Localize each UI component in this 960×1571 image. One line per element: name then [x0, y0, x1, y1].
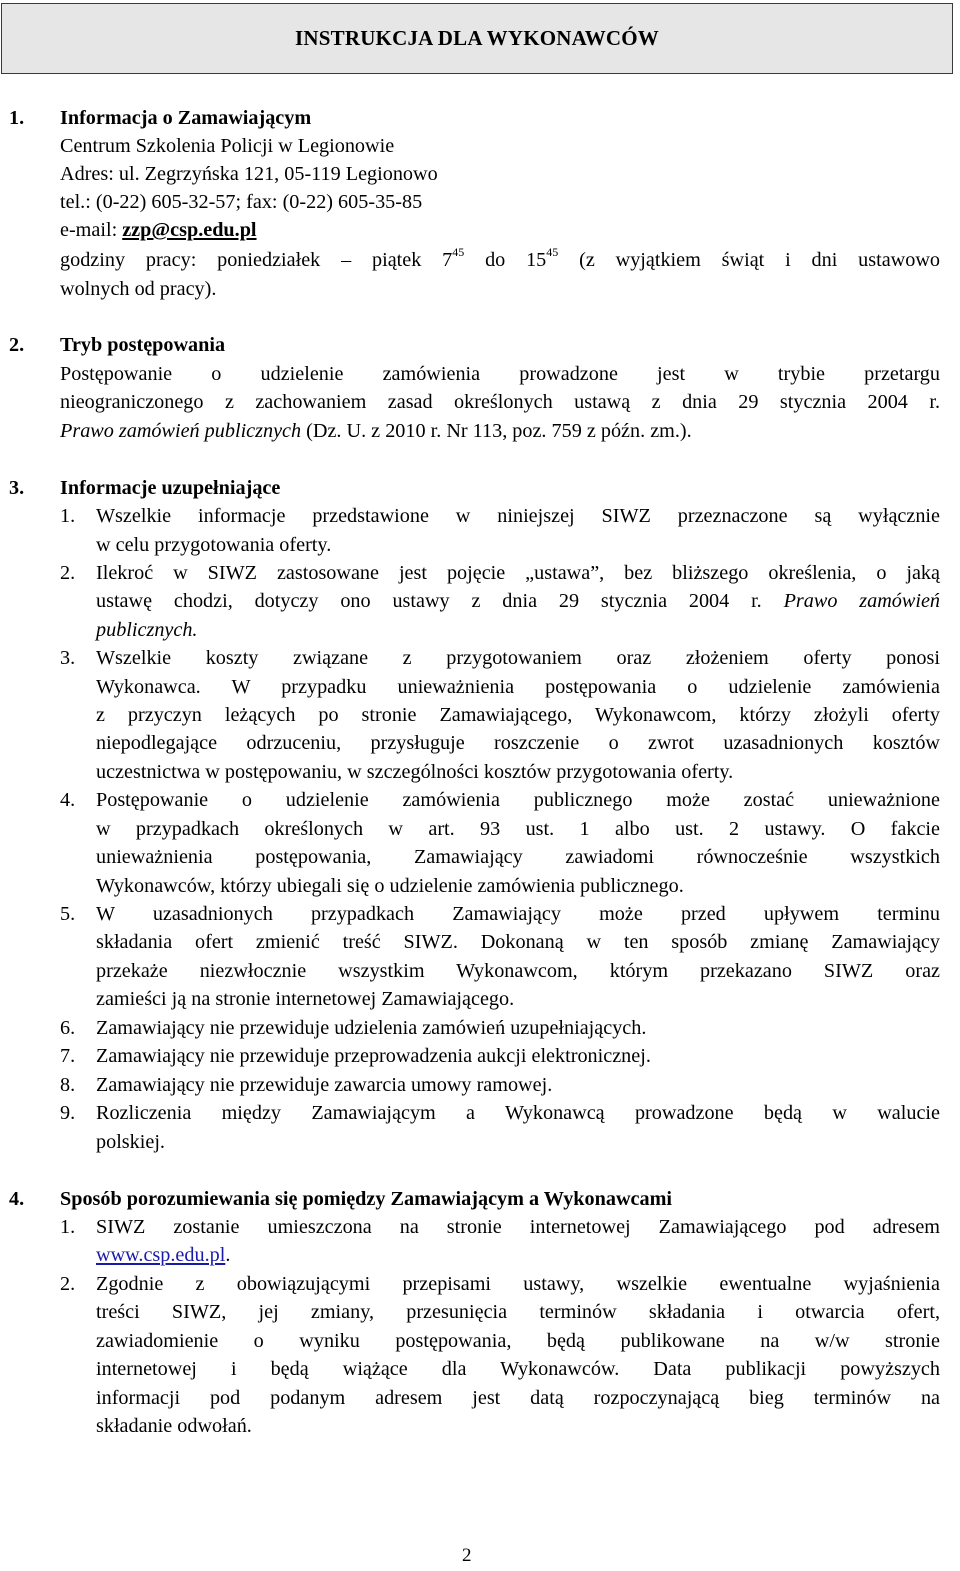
item-number: 6.	[60, 1017, 76, 1039]
item-number: 2.	[60, 562, 76, 584]
item-number: 4.	[60, 789, 76, 811]
section-3-number: 3.	[9, 477, 25, 499]
section-1-heading: Informacja o Zamawiającym	[60, 107, 312, 129]
list-item: z przyczyn leżących po stronie Zamawiającego, Wykonawcom, którzy złożyli oferty	[96, 704, 940, 726]
list-item: uczestnictwa w postępowaniu, w szczególności kosztów przygotowania oferty.	[96, 761, 734, 783]
item-number: 1.	[60, 1216, 76, 1238]
email-link[interactable]: zzp@csp.edu.pl	[122, 219, 257, 241]
item-number: 1.	[60, 505, 76, 527]
working-hours	[60, 245, 941, 272]
list-item: unieważnienia postępowania, Zamawiający zawiadomi równocześnie wszystkich	[96, 846, 940, 868]
website-line	[96, 1243, 230, 1267]
list-item: Zamawiający nie przewiduje udzielenia zamówień uzupełniających.	[96, 1017, 647, 1039]
working-hours-end: wolnych od pracy).	[60, 278, 217, 300]
list-item: Postępowanie o udzielenie zamówienia publicznego może zostać unieważnione	[96, 789, 940, 811]
org-address: Adres: ul. Zegrzyńska 121, 05-119 Legionowo	[60, 163, 438, 185]
item-number: 9.	[60, 1102, 76, 1124]
law-title: Prawo zamówień publicznych	[60, 420, 302, 442]
list-item: Zamawiający nie przewiduje przeprowadzenia aukcji elektronicznej.	[96, 1045, 651, 1067]
list-item: Zamawiający nie przewiduje zawarcia umowy ramowej.	[96, 1074, 553, 1096]
law-title: publicznych.	[96, 619, 198, 641]
procedure-line-3	[60, 419, 692, 443]
section-4-heading: Sposób porozumiewania się pomiędzy Zamawiającym a Wykonawcami	[60, 1188, 673, 1210]
section-4-number: 4.	[9, 1188, 25, 1210]
list-item: polskiej.	[96, 1131, 165, 1153]
item-number: 5.	[60, 903, 76, 925]
list-item: Ilekroć w SIWZ zastosowane jest pojęcie „ustawa”, bez bliższego określenia, o jaką	[96, 562, 940, 584]
law-title: Prawo zamówień	[783, 590, 941, 612]
list-item: przekaże niezwłocznie wszystkim Wykonawcom, którym przekazano SIWZ oraz	[96, 960, 940, 982]
hours-text-c: (z wyjątkiem świąt i dni ustawowo	[558, 249, 941, 271]
list-item: Wszelkie informacje przedstawione w niniejszej SIWZ przeznaczone są wyłącznie	[96, 505, 940, 527]
list-item: składania ofert zmienić treść SIWZ. Dokonaną w ten sposób zmianę Zamawiający	[96, 931, 940, 953]
item-number: 2.	[60, 1273, 76, 1295]
list-item: SIWZ zostanie umieszczona na stronie internetowej Zamawiającego pod adresem	[96, 1216, 940, 1238]
list-item-text: ustawę chodzi, dotyczy ono ustawy z dnia 29 stycznia 2004 r.	[96, 590, 784, 612]
list-item: treści SIWZ, jej zmiany, przesunięcia terminów składania i otwarcia ofert,	[96, 1301, 940, 1323]
org-phone: tel.: (0-22) 605-32-57; fax: (0-22) 605-35-85	[60, 191, 423, 213]
document-title: INSTRUKCJA DLA WYKONAWCÓW	[1, 3, 953, 74]
hours-sup-2: 45	[546, 245, 559, 260]
section-2-heading: Tryb postępowania	[60, 334, 226, 356]
list-item: Rozliczenia między Zamawiającym a Wykonawcą prowadzone będą w walucie	[96, 1102, 940, 1124]
list-item: internetowej i będą wiążące dla Wykonawców. Data publikacji powyższych	[96, 1358, 940, 1380]
list-item: w celu przygotowania oferty.	[96, 534, 332, 556]
section-1-number: 1.	[9, 107, 25, 129]
page-number: 2	[462, 1545, 472, 1566]
procedure-line-1: Postępowanie o udzielenie zamówienia prowadzone jest w trybie przetargu	[60, 363, 940, 385]
item-number: 3.	[60, 647, 76, 669]
procedure-line-2: nieograniczonego z zachowaniem zasad określonych ustawą z dnia 29 stycznia 2004 r.	[60, 391, 940, 413]
list-item: niepodlegające odrzuceniu, przysługuje roszczenie o zwrot uzasadnionych kosztów	[96, 732, 940, 754]
section-2-number: 2.	[9, 334, 25, 356]
website-period: .	[225, 1244, 231, 1266]
hours-sup-1: 45	[452, 245, 465, 260]
list-item: w przypadkach określonych w art. 93 ust. 1 albo ust. 2 ustawy. O fakcie	[96, 818, 940, 840]
email-label: e-mail:	[60, 219, 123, 241]
list-item	[96, 589, 940, 613]
section-3-heading: Informacje uzupełniające	[60, 477, 281, 499]
org-name: Centrum Szkolenia Policji w Legionowie	[60, 135, 395, 157]
org-email-line	[60, 218, 257, 242]
hours-text-b: do 15	[464, 249, 547, 271]
hours-text-a: godziny pracy: poniedziałek – piątek 7	[60, 249, 453, 271]
list-item: Wykonawca. W przypadku unieważnienia postępowania o udzielenie zamówienia	[96, 676, 940, 698]
list-item: Zgodnie z obowiązującymi przepisami ustawy, wszelkie ewentualne wyjaśnienia	[96, 1273, 940, 1295]
list-item: Wykonawców, którzy ubiegali się o udzielenie zamówienia publicznego.	[96, 875, 684, 897]
law-reference: (Dz. U. z 2010 r. Nr 113, poz. 759 z późn. zm.).	[301, 420, 692, 442]
list-item: W uzasadnionych przypadkach Zamawiający może przed upływem terminu	[96, 903, 940, 925]
item-number: 8.	[60, 1074, 76, 1096]
list-item: Wszelkie koszty związane z przygotowaniem oraz złożeniem oferty ponosi	[96, 647, 940, 669]
list-item: składanie odwołań.	[96, 1415, 252, 1437]
list-item: zawiadomienie o wyniku postępowania, będą publikowane na w/w stronie	[96, 1330, 940, 1352]
item-number: 7.	[60, 1045, 76, 1067]
website-link[interactable]: www.csp.edu.pl	[96, 1244, 226, 1266]
list-item: informacji pod podanym adresem jest datą rozpoczynającą bieg terminów na	[96, 1387, 940, 1409]
list-item: zamieści ją na stronie internetowej Zamawiającego.	[96, 988, 515, 1010]
